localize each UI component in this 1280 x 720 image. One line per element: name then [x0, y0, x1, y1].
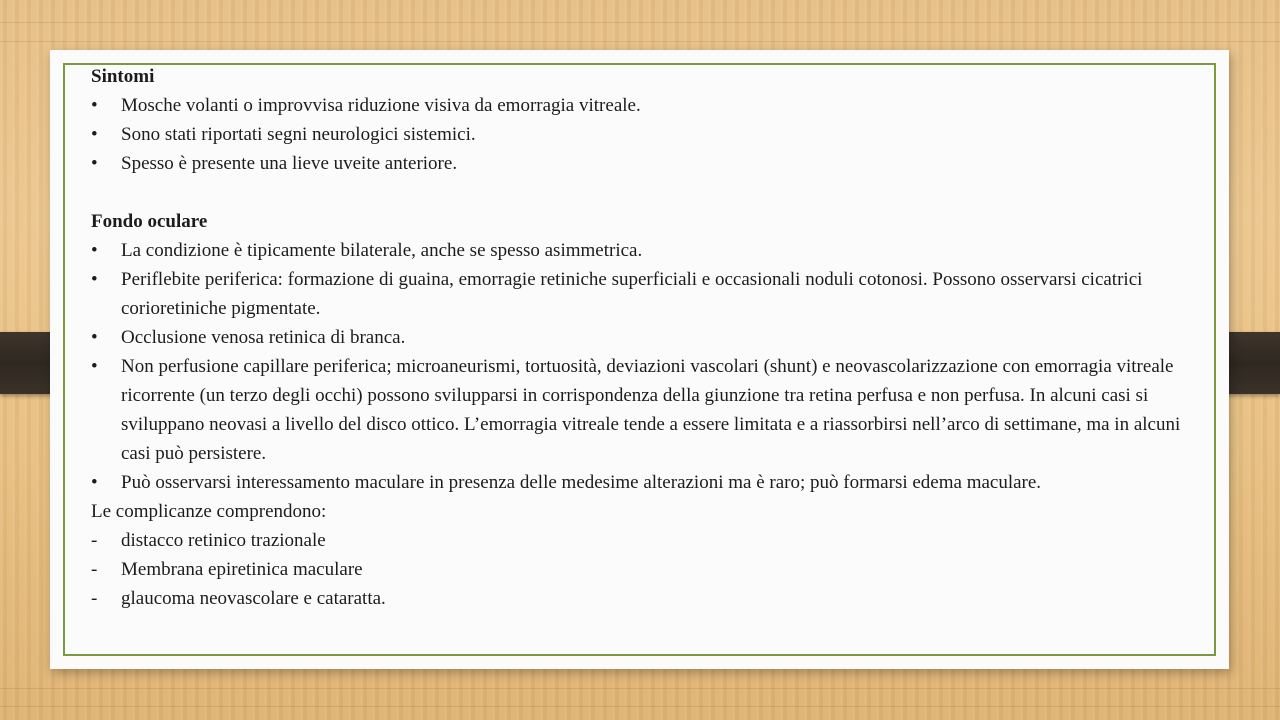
list-item [91, 236, 1206, 265]
list-item-text: distacco retinico trazionale [121, 530, 326, 551]
dash-mark: - [91, 530, 98, 551]
list-item-text: Occlusione venosa retinica di branca. [121, 327, 406, 348]
left-strap-decoration [0, 332, 56, 394]
list-item [91, 120, 1206, 149]
slide-card [50, 50, 1229, 669]
section-heading-fondo-oculare: Fondo oculare [91, 211, 208, 232]
list-item [91, 468, 1206, 497]
list-item [91, 265, 1206, 323]
list-item [91, 526, 1206, 555]
bullet-mark: • [91, 472, 98, 493]
wood-grain-line [0, 706, 1280, 707]
bullet-mark: • [91, 327, 98, 348]
list-item [91, 323, 1206, 352]
complications-list [91, 526, 1206, 613]
list-item-text: Può osservarsi interessamento maculare in presenza delle medesime alterazioni ma è raro; può formarsi edema maculare. [121, 472, 1042, 493]
bullet-mark: • [91, 95, 98, 116]
list-item [91, 149, 1206, 178]
bullet-mark: • [91, 269, 98, 290]
list-item-text: Mosche volanti o improvvisa riduzione visiva da emorragia vitreale. [121, 95, 641, 116]
wood-grain-line [0, 688, 1280, 689]
section-spacer [91, 178, 1206, 207]
list-item-text: glaucoma neovascolare e cataratta. [121, 588, 386, 609]
bullet-mark: • [91, 153, 98, 174]
list-item-text: Membrana epiretinica maculare [121, 559, 363, 580]
list-item-text: Sono stati riportati segni neurologici sistemici. [121, 124, 476, 145]
complications-intro: Le complicanze comprendono: [91, 501, 327, 522]
list-item [91, 352, 1206, 468]
slide-content [91, 62, 1206, 613]
bullet-mark: • [91, 124, 98, 145]
wood-grain-line [0, 41, 1280, 42]
bullet-mark: • [91, 240, 98, 261]
list-item [91, 555, 1206, 584]
list-item [91, 584, 1206, 613]
fondo-oculare-list [91, 236, 1206, 497]
list-item [91, 91, 1206, 120]
dash-mark: - [91, 559, 98, 580]
wood-grain-line [0, 22, 1280, 23]
list-item-text: La condizione è tipicamente bilaterale, anche se spesso asimmetrica. [121, 240, 643, 261]
section-heading-sintomi: Sintomi [91, 66, 155, 87]
list-item-text: Non perfusione capillare periferica; microaneurismi, tortuosità, deviazioni vascolari (shunt) e neovascolarizzazione con emorragia vitreale ricorrente (un terzo degli occhi) possono svilupparsi in corrispondenza della giunzione tra retina perfusa e non perfusa. In alcuni casi si sviluppano neovasi a livello del disco ottico. L’emorragia vitreale tende a essere limitata e a riassorbirsi nell’arco di settimane, ma in alcuni casi può persistere. [121, 356, 1181, 464]
sintomi-list [91, 91, 1206, 178]
list-item-text: Periflebite periferica: formazione di guaina, emorragie retiniche superficiali e occasionali noduli cotonosi. Possono osservarsi cicatrici corioretiniche pigmentate. [121, 269, 1143, 319]
dash-mark: - [91, 588, 98, 609]
list-item-text: Spesso è presente una lieve uveite anteriore. [121, 153, 458, 174]
bullet-mark: • [91, 356, 98, 377]
